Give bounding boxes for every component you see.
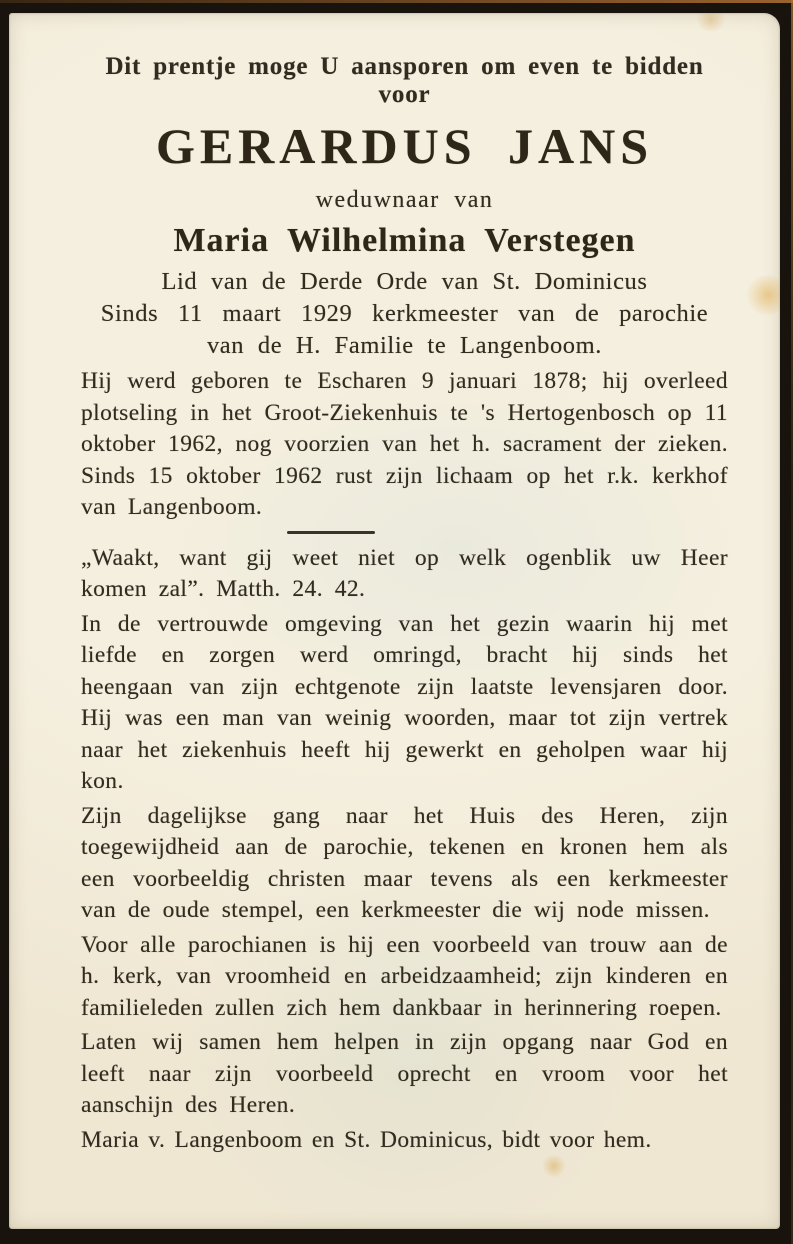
- age-stain: [744, 275, 780, 315]
- intro-line: Dit prentje moge U aansporen om even te bidden voor: [105, 53, 704, 108]
- membership-line-2: Sinds 11 maart 1929 kerkmeester van de parochie: [100, 300, 709, 327]
- scripture-quote: „Waakt, want gij weet niet op welk ogenblik uw Heer komen zal”. Matth. 24. 42.: [81, 544, 728, 602]
- membership-line-1: Lid van de Derde Orde van St. Dominicus: [161, 268, 648, 295]
- biography-paragraph: Hij werd geboren te Escharen 9 januari 1878; hij overleed plotseling in het Groot-Ziekenhuis te 's Hertogenbosch op 11 oktober 1962, nog voorzien van het h. sacrament der zieken. Sinds 15 oktober 1962 rust zijn lichaam op het r.k. kerkhof van Langenboom.: [81, 368, 728, 520]
- eulogy-paragraph-3: Voor alle parochianen is hij een voorbeeld van trouw aan de h. kerk, van vroomheid en arbeidzaamheid; zijn kinderen en familieleden zullen zich hem dankbaar in herinnering roepen.: [81, 931, 728, 1021]
- scan-edge-top: [0, 0, 793, 3]
- relation-line: weduwnaar van: [315, 187, 494, 213]
- closing-prayer-line: Maria v. Langenboom en St. Dominicus, bidt voor hem.: [81, 1126, 652, 1153]
- deceased-name: GERARDUS JANS: [155, 118, 654, 174]
- eulogy-paragraph-2: Zijn dagelijkse gang naar het Huis des Heren, zijn toegewijdheid aan de parochie, tekenen en kronen hem als een voorbeeldig christen maar tevens als een kerkmeester van de oude stempel, een kerkmeester die wij node missen.: [81, 802, 728, 923]
- eulogy-paragraph-4: Laten wij samen hem helpen in zijn opgang naar God en leeft naar zijn voorbeeld oprecht en vroom voor het aanschijn des Heren.: [81, 1029, 728, 1118]
- spouse-name: Maria Wilhelmina Verstegen: [173, 222, 636, 259]
- card-content: [81, 53, 728, 1213]
- eulogy-paragraph-1: In de vertrouwde omgeving van het gezin waarin hij met liefde en zorgen werd omringd, bracht hij sinds het heengaan van zijn echtgenote zijn laatste levensjaren door. Hij was een man van weinig woorden, maar tot zijn vertrek naar het ziekenhuis heeft hij gewerkt en geholpen waar hij kon.: [81, 610, 728, 794]
- divider-rule: [287, 531, 375, 534]
- membership-line-3: van de H. Familie te Langenboom.: [206, 332, 603, 359]
- age-stain: [694, 13, 728, 31]
- card-paper: [9, 13, 780, 1229]
- membership-block: [81, 266, 728, 362]
